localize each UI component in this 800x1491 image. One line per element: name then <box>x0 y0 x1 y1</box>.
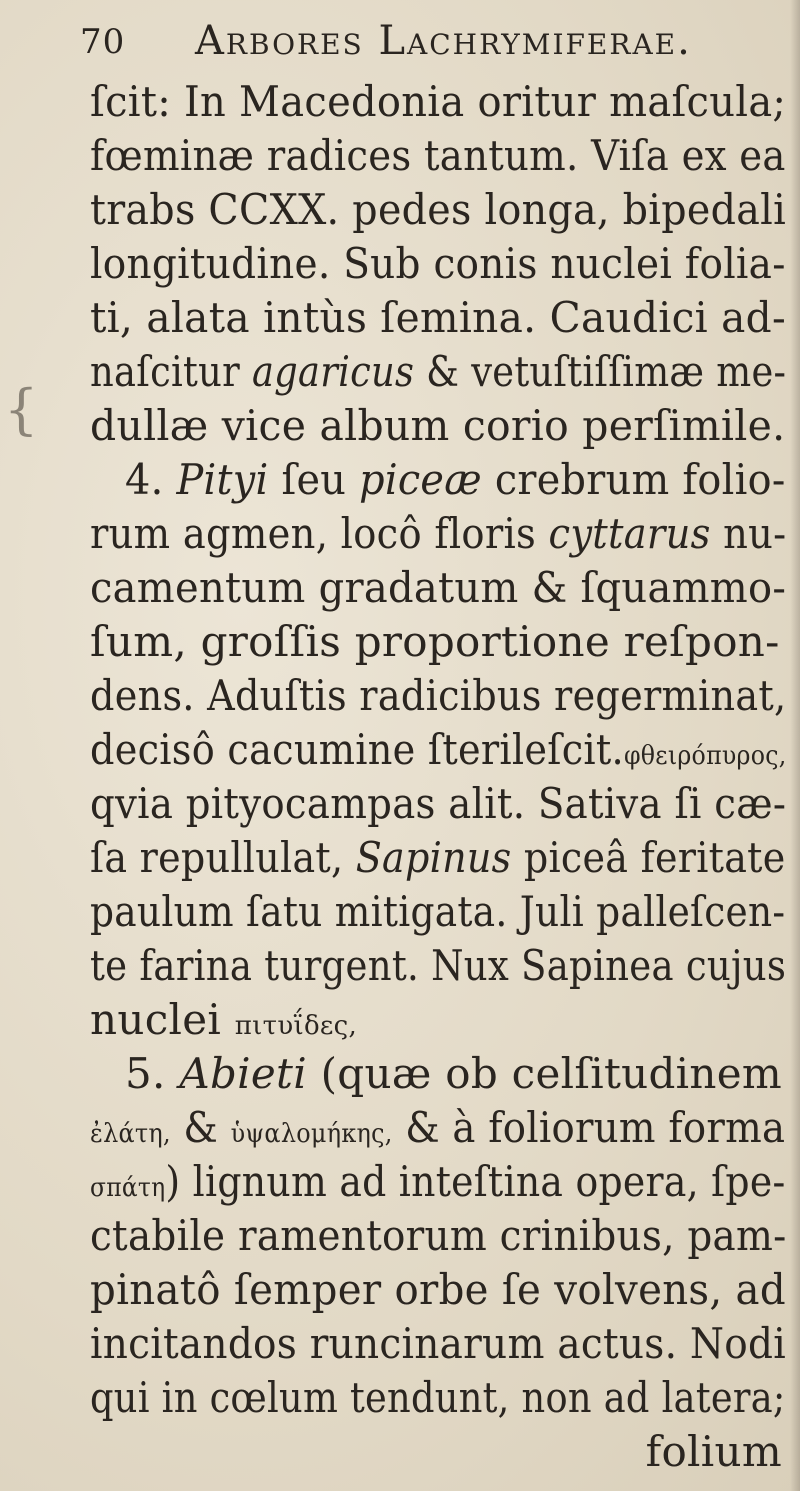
running-title: Arbores Lachrymiferae. <box>195 18 692 64</box>
italic-term: Abieti <box>179 1049 307 1098</box>
text-line-17: te farina turgent. Nux Sapinea cujus <box>90 941 787 990</box>
greek-word: σπάτη <box>90 1173 166 1203</box>
greek-word: φθειρόπυρος, <box>623 741 787 771</box>
text-line-21: σπάτη) lignum ad inteſtina opera, ſpe- <box>90 1157 786 1206</box>
text-line-15: ſa repullulat, Sapinus piceâ feritate <box>90 833 786 882</box>
greek-word: ἐλάτη, <box>90 1119 171 1149</box>
text-line-16: paulum ſatu mitigata. Juli palleſcen- <box>90 887 786 936</box>
page-number: 70 <box>80 22 126 62</box>
text-line-14: qvia pityocampas alit. Sativa ſi cæ- <box>90 779 787 828</box>
text-line-1: ſcit: In Macedonia oritur maſcula; <box>90 77 787 126</box>
text-line-4: longitudine. Sub conis nuclei folia- <box>90 239 786 288</box>
catchword: folium <box>645 1427 782 1476</box>
text-line-6: naſcitur agaricus & vetuſtiſſimæ me- <box>90 347 787 396</box>
italic-term: agaricus <box>251 347 415 396</box>
text-line-25: qui in cœlum tendunt, non ad latera; <box>90 1373 786 1422</box>
italic-term: Sapinus <box>355 833 512 882</box>
margin-brace-mark: { <box>4 378 39 441</box>
text-line-3: trabs CCXX. pedes longa, bipedali <box>90 185 787 234</box>
text-line-10: camentum gradatum & ſquammo- <box>90 563 787 612</box>
text-line-2: fœminæ radices tantum. Viſa ex ea <box>90 131 786 180</box>
italic-term: cyttarus <box>548 509 711 558</box>
greek-word: πιτυΐδες, <box>234 1011 358 1041</box>
text-line-7: dullæ vice album corio perſimile. <box>90 401 786 450</box>
greek-word: ὑψαλομήκης, <box>230 1119 393 1149</box>
italic-term: Pityi <box>176 455 269 504</box>
text-line-5: ti, alata intùs ſemina. Caudici ad- <box>90 293 787 342</box>
page-edge-shadow <box>790 0 800 1491</box>
italic-term: piceæ <box>359 455 482 504</box>
page-header <box>0 0 800 75</box>
text-line-9: rum agmen, locô floris cyttarus nu- <box>90 509 787 558</box>
text-line-24: incitandos runcinarum actus. Nodi <box>90 1319 787 1368</box>
text-line-22: ctabile ramentorum crinibus, pam- <box>90 1211 787 1260</box>
text-line-18: nuclei πιτυΐδες, <box>90 995 358 1044</box>
text-line-8: 4. Pityi ſeu piceæ crebrum folio- <box>125 455 786 504</box>
text-line-23: pinatô ſemper orbe ſe volvens, ad <box>90 1265 786 1314</box>
text-line-11: ſum, groſſis proportione reſpon- <box>90 617 780 666</box>
text-line-19: 5. Abieti (quæ ob celſitudinem <box>125 1049 783 1098</box>
text-line-13: decisô cacumine ſterileſcit.φθειρόπυρος, <box>90 725 787 774</box>
text-line-12: dens. Aduſtis radicibus regerminat, <box>90 671 787 720</box>
text-line-20: ἐλάτη, & ὑψαλομήκης, & à foliorum forma <box>90 1103 786 1152</box>
